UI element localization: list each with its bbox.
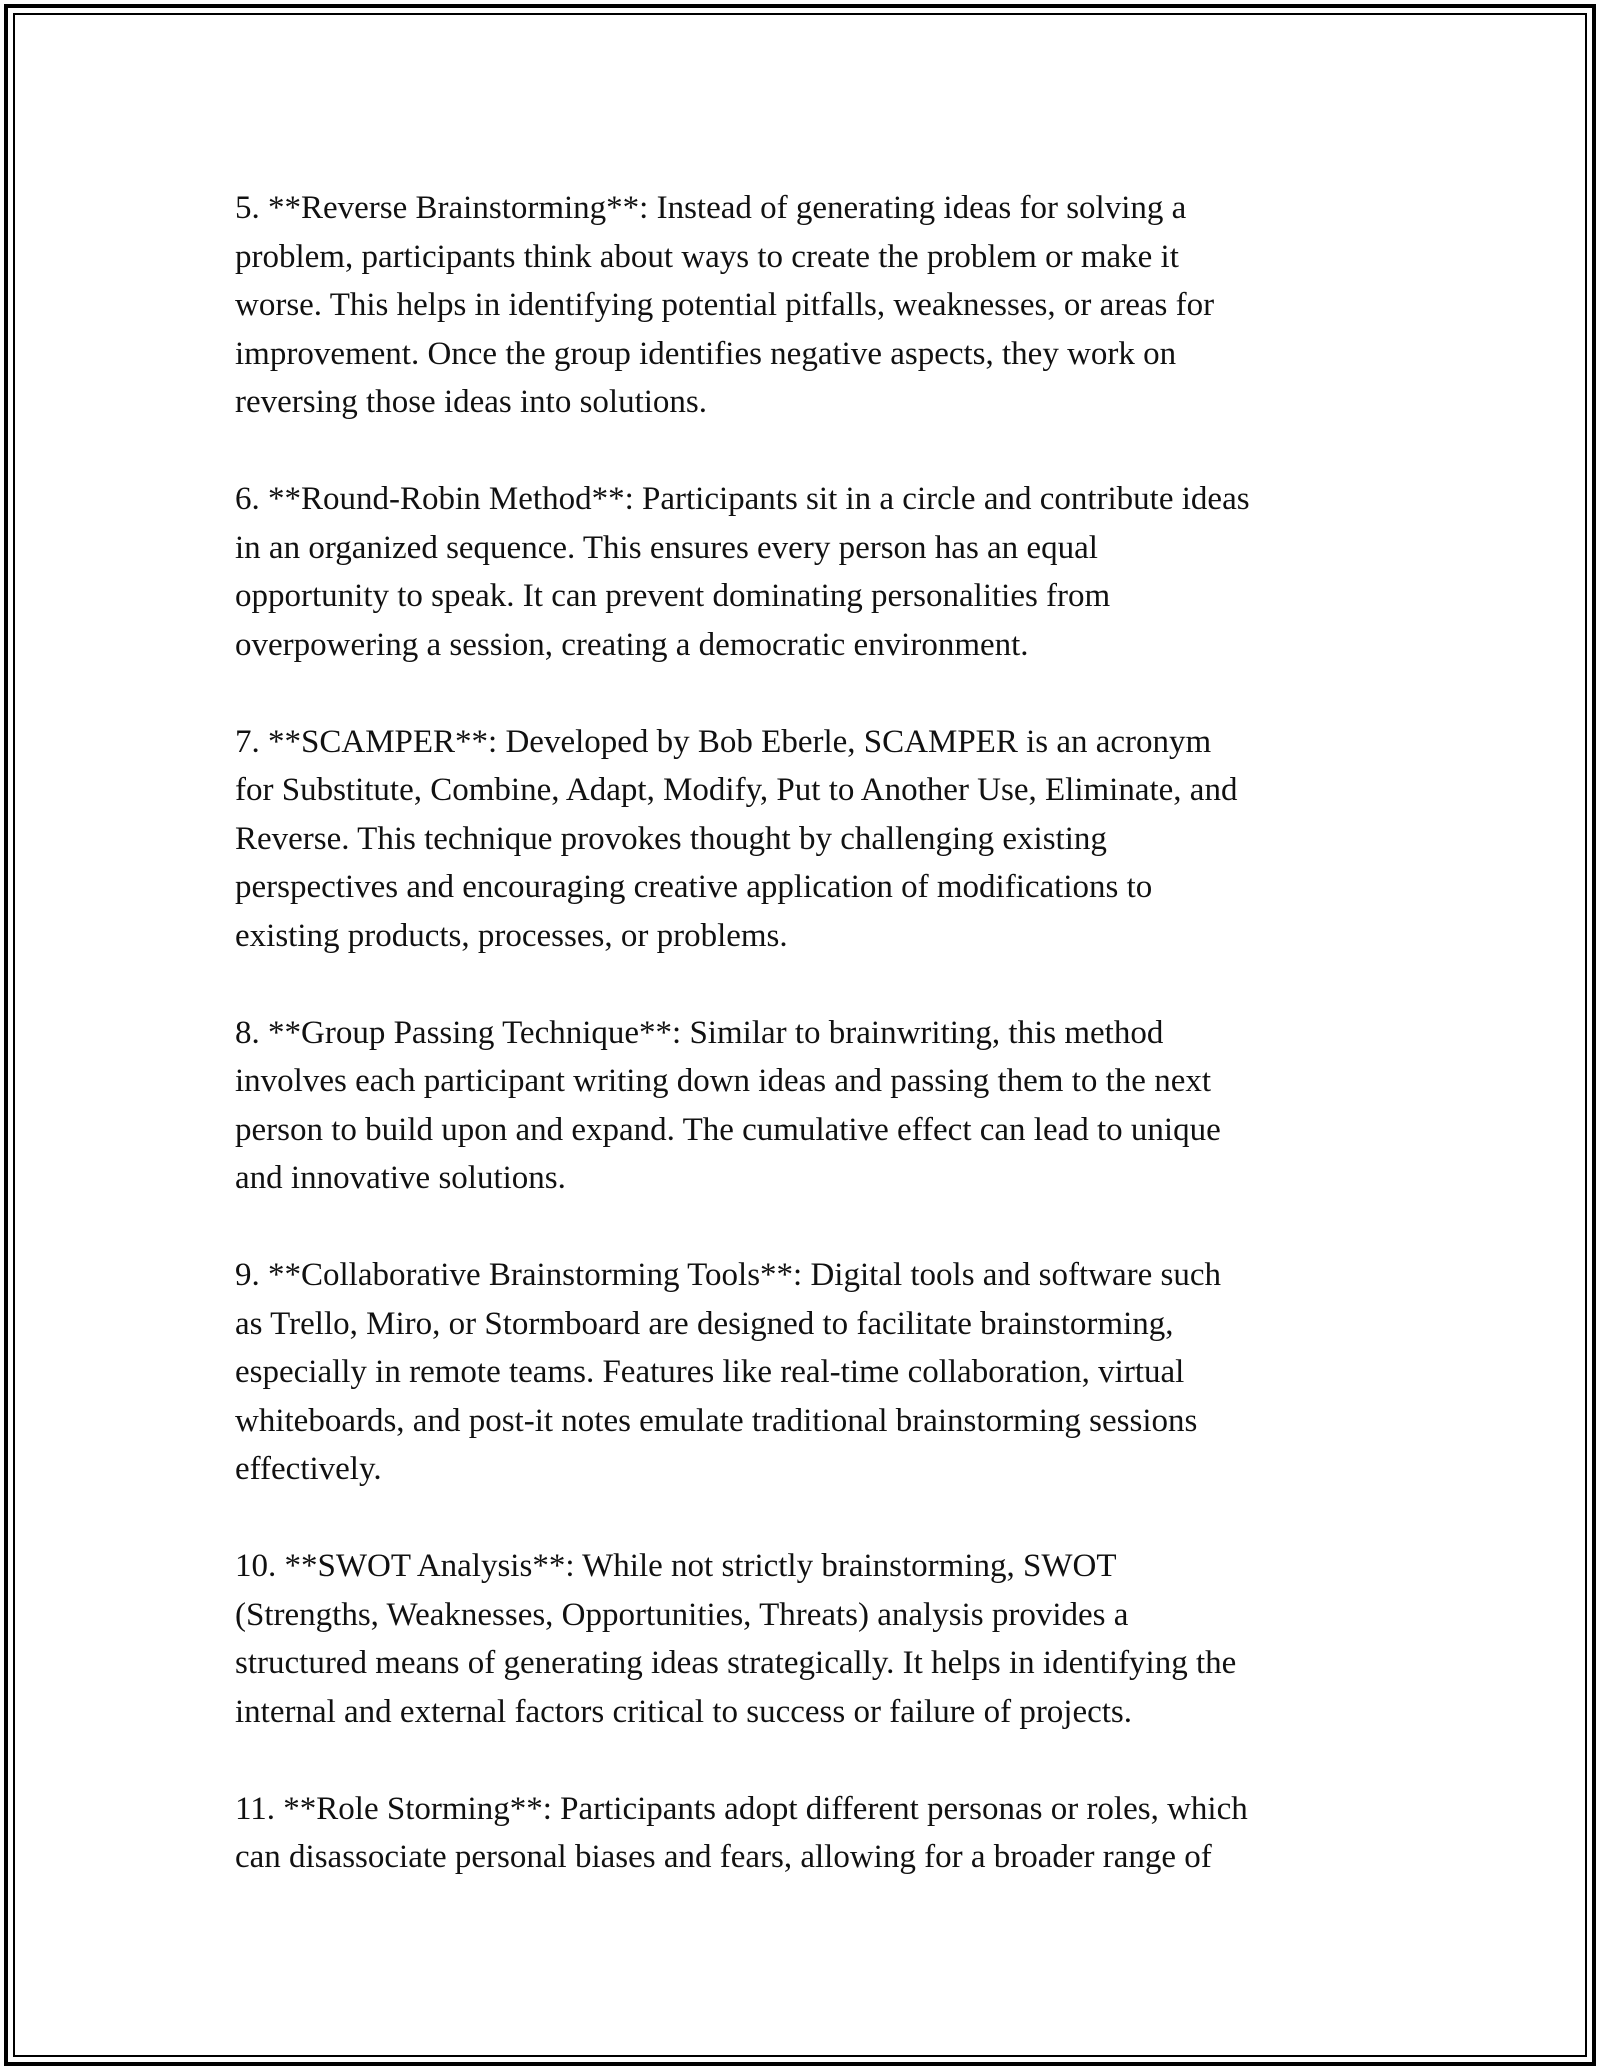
- paragraph-group-passing-technique: [235, 1009, 1375, 1203]
- text-line: effectively.: [235, 1451, 382, 1487]
- paragraph-swot-analysis: [235, 1542, 1375, 1736]
- paragraph-role-storming: [235, 1785, 1375, 1882]
- text-line: overpowering a session, creating a democratic environment.: [235, 626, 1029, 663]
- text-line: especially in remote teams. Features like real-time collaboration, virtual: [235, 1354, 1185, 1390]
- text-line: (Strengths, Weaknesses, Opportunities, Threats) analysis provides a: [235, 1596, 1129, 1633]
- text-line: 6. **Round-Robin Method**: Participants sit in a circle and contribute ideas: [235, 481, 1250, 517]
- text-line: person to build upon and expand. The cumulative effect can lead to unique: [235, 1111, 1221, 1148]
- paragraph-scamper: [235, 718, 1375, 961]
- text-line: whiteboards, and post-it notes emulate traditional brainstorming sessions: [235, 1402, 1198, 1439]
- text-line: can disassociate personal biases and fears, allowing for a broader range of: [235, 1839, 1212, 1875]
- text-line: perspectives and encouraging creative application of modifications to: [235, 869, 1153, 905]
- text-line: and innovative solutions.: [235, 1160, 566, 1196]
- text-line: worse. This helps in identifying potential pitfalls, weaknesses, or areas for: [235, 287, 1215, 323]
- text-line: involves each participant writing down ideas and passing them to the next: [235, 1063, 1212, 1099]
- text-line: 9. **Collaborative Brainstorming Tools**: Digital tools and software such: [235, 1257, 1222, 1293]
- document-body: [235, 184, 1375, 1930]
- text-line: internal and external factors critical to success or failure of projects.: [235, 1693, 1133, 1730]
- paragraph-collaborative-tools: [235, 1251, 1375, 1494]
- text-line: 10. **SWOT Analysis**: While not strictly brainstorming, SWOT: [235, 1548, 1117, 1584]
- text-line: 5. **Reverse Brainstorming**: Instead of generating ideas for solving a: [235, 190, 1187, 226]
- text-line: 11. **Role Storming**: Participants adopt different personas or roles, which: [235, 1790, 1248, 1827]
- text-line: Reverse. This technique provokes thought by challenging existing: [235, 820, 1107, 857]
- text-line: reversing those ideas into solutions.: [235, 384, 708, 420]
- text-line: problem, participants think about ways to create the problem or make it: [235, 238, 1179, 275]
- text-line: as Trello, Miro, or Stormboard are designed to facilitate brainstorming,: [235, 1305, 1174, 1342]
- text-line: structured means of generating ideas strategically. It helps in identifying the: [235, 1645, 1237, 1681]
- text-line: 7. **SCAMPER**: Developed by Bob Eberle, SCAMPER is an acronym: [235, 723, 1212, 760]
- text-line: 8. **Group Passing Technique**: Similar to brainwriting, this method: [235, 1014, 1164, 1051]
- text-line: existing products, processes, or problems.: [235, 917, 788, 954]
- text-line: improvement. Once the group identifies negative aspects, they work on: [235, 335, 1177, 372]
- paragraph-reverse-brainstorming: [235, 184, 1375, 427]
- text-line: for Substitute, Combine, Adapt, Modify, Put to Another Use, Eliminate, and: [235, 772, 1238, 808]
- paragraph-round-robin-method: [235, 475, 1375, 669]
- text-line: opportunity to speak. It can prevent dominating personalities from: [235, 578, 1111, 614]
- text-line: in an organized sequence. This ensures every person has an equal: [235, 529, 1098, 566]
